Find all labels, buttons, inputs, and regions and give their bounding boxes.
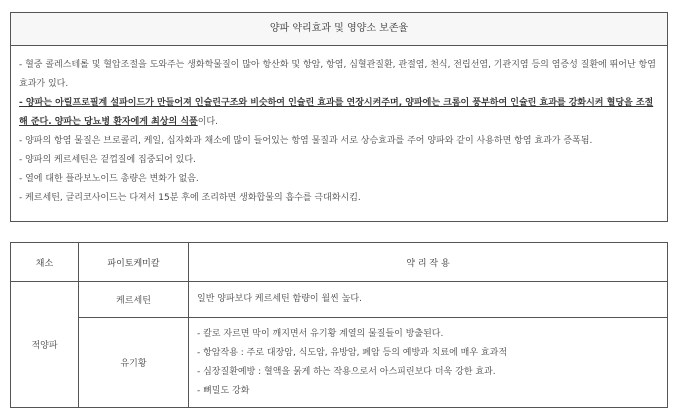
header-vegetable: 채소 — [11, 243, 79, 282]
summary-insulin-suffix: 이다. — [197, 117, 218, 127]
table-row — [11, 282, 668, 318]
summary-insulin-emphasis: - 양파는 아릴프로필계 설파이드가 만들어져 인슐린구조와 비슷하여 인슐린 효과를 연장시켜주며, 양파에는 크롬이 풍부하여 인슐린 효과를 강화시켜 혈당을 조절해 준다. 양파는 당뇨병 환자에게 최상의 식품 — [19, 98, 654, 127]
chemical-cell: 케르세틴 — [79, 282, 189, 318]
chemical-cell: 유기황 — [79, 318, 189, 408]
effect-line: - 뼈밀도 강화 — [197, 385, 250, 396]
table-row — [11, 318, 668, 408]
summary-line-quercetin-skin: - 양파의 케르세틴은 겉껍질에 집중되어 있다. — [19, 155, 196, 165]
effect-cell — [189, 282, 668, 318]
summary-line-synergy: - 양파의 항염 물질은 브로콜리, 케일, 십자화과 채소에 많이 들어있는 항염 물질과 서로 상승효과를 주어 양파와 같이 사용하면 항염 효과가 증폭됨. — [19, 136, 593, 146]
pharmacology-summary-box — [10, 12, 668, 222]
summary-title: 양파 약리효과 및 영양소 보존율 — [11, 13, 667, 46]
effect-line: 일반 양파보다 케르세틴 함량이 월씬 높다. — [197, 294, 362, 304]
summary-line-cooking-tip: - 케르세틴, 글리코사이드는 다져서 15분 후에 조리하면 생화합물의 흡수를 극대화시킴. — [19, 193, 361, 203]
summary-line-flavonoid-heat: - 열에 대한 플라보노이드 총량은 변화가 없음. — [19, 174, 199, 184]
effect-line: - 칼로 자르면 막이 깨지면서 유기황 계열의 물질들이 방출된다. — [197, 328, 444, 339]
vegetable-cell: 적양파 — [11, 282, 79, 408]
header-phytochemical: 파이토케미칼 — [79, 243, 189, 282]
effect-cell — [189, 318, 668, 408]
table-header-row — [11, 243, 668, 282]
summary-content — [11, 46, 667, 208]
effect-line: - 심장질환예방 : 혈액을 묽게 하는 작용으로서 아스피린보다 더욱 강한 효과. — [197, 366, 496, 377]
header-pharmacology: 약 리 작 용 — [189, 243, 668, 282]
summary-line-inflammation: - 혈중 콜레스테롤 및 혈압조절을 도와주는 생화학물질이 많아 항산화 및 항암, 항염, 심혈관질환, 관절염, 천식, 전립선염, 기관지염 등의 염증성 질환에 뛰어난 항염 효과가 있다. — [19, 60, 656, 89]
effect-line: - 항암작용 : 주로 대장암, 식도암, 유방암, 폐암 등의 예방과 치료에 매우 효과적 — [197, 347, 508, 358]
phytochemical-table — [10, 242, 668, 408]
summary-line-insulin — [19, 94, 659, 132]
